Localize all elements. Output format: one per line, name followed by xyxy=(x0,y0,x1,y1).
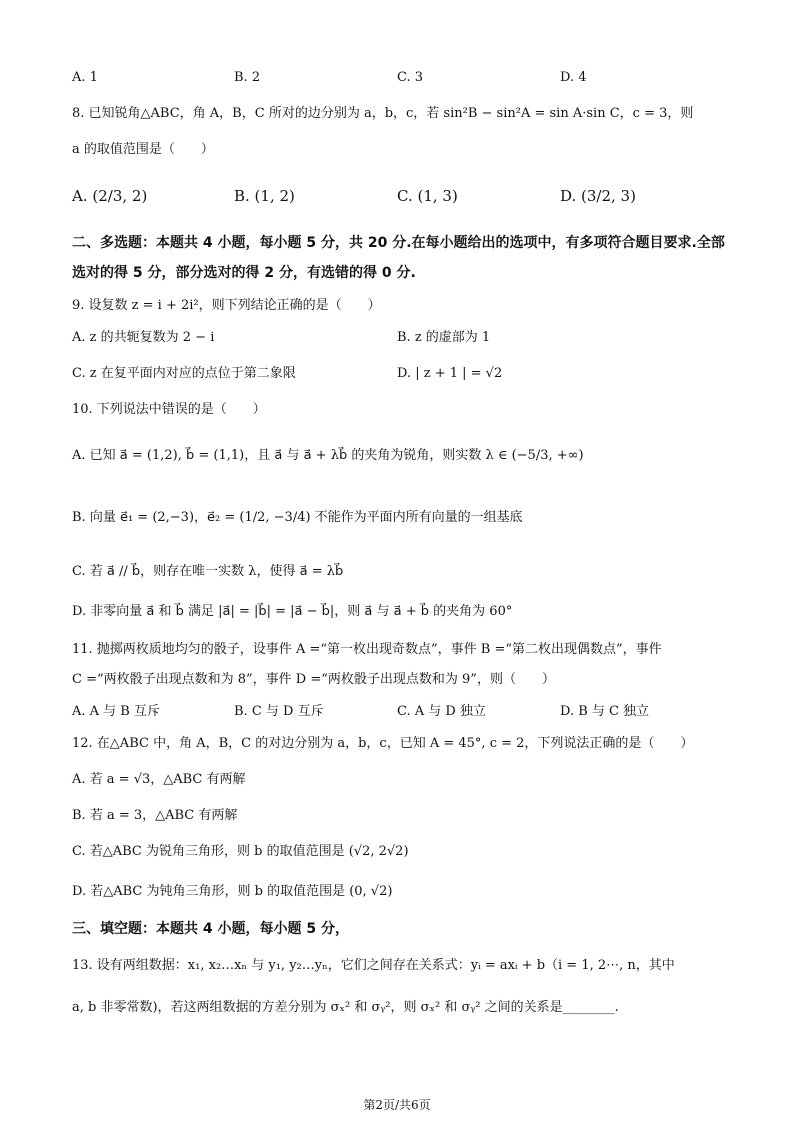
q8-stem-line2: a 的取值范围是（ ） xyxy=(72,142,214,157)
q7-option-d: D. 4 xyxy=(560,70,587,85)
q11-stem-line2: C =“两枚骰子出现点数和为 8”，事件 D =“两枚骰子出现点数和为 9”，则（ ） xyxy=(72,672,555,687)
q9-option-c: C. z 在复平面内对应的点位于第二象限 xyxy=(72,366,296,381)
q8-option-a: A. (2/3, 2) xyxy=(72,187,148,205)
q7-option-a: A. 1 xyxy=(72,70,98,85)
q9-option-a: A. z 的共轭复数为 2 − i xyxy=(72,330,215,345)
section-fill-in-heading: 三、填空题：本题共 4 小题，每小题 5 分， xyxy=(72,921,349,937)
q7-option-c: C. 3 xyxy=(397,70,424,85)
q11-stem-line1: 11. 抛掷两枚质地均匀的骰子，设事件 A =“第一枚出现奇数点”，事件 B =“第二枚出现偶数点”，事件 xyxy=(72,642,662,657)
q12-stem: 12. 在△ABC 中，角 A，B，C 的对边分别为 a，b，c，已知 A = 45°, c = 2，下列说法正确的是（ ） xyxy=(72,736,694,751)
q9-option-d: D. | z + 1 | = √2 xyxy=(397,366,503,381)
q7-option-b: B. 2 xyxy=(234,70,261,85)
q13-stem-line1: 13. 设有两组数据：x₁, x₂…xₙ 与 y₁, y₂…yₙ，它们之间存在关系式：yᵢ = axᵢ + b（i = 1, 2⋯, n，其中 xyxy=(72,958,675,973)
q12-option-d: D. 若△ABC 为钝角三角形，则 b 的取值范围是 (0, √2) xyxy=(72,884,393,899)
q10-option-b: B. 向量 e⃗₁ = (2,−3)，e⃗₂ = (1/2, −3/4) 不能作为平面内所有向量的一组基底 xyxy=(72,510,523,525)
q8-stem-line1: 8. 已知锐角△ABC，角 A，B，C 所对的边分别为 a，b，c，若 sin²B − sin²A = sin A·sin C，c = 3，则 xyxy=(72,106,694,121)
q8-option-d: D. (3/2, 3) xyxy=(560,187,636,205)
q10-option-c: C. 若 a⃗ // b⃗，则存在唯一实数 λ，使得 a⃗ = λb⃗ xyxy=(72,564,344,579)
q9-stem: 9. 设复数 z = i + 2i²，则下列结论正确的是（ ） xyxy=(72,298,381,313)
q13-stem-line2: a, b 非零常数)，若这两组数据的方差分别为 σₓ² 和 σᵧ²，则 σₓ² 和 σᵧ² 之间的关系是________. xyxy=(72,1000,619,1015)
q10-option-a: A. 已知 a⃗ = (1,2), b⃗ = (1,1)，且 a⃗ 与 a⃗ + λb⃗ 的夹角为锐角，则实数 λ ∈ (−5/3, +∞) xyxy=(72,448,584,463)
q8-option-b: B. (1, 2) xyxy=(234,187,295,205)
q12-option-b: B. 若 a = 3，△ABC 有两解 xyxy=(72,808,238,823)
section-multiple-choice-heading: 二、多选题：本题共 4 小题，每小题 5 分，共 20 分.在每小题给出的选项中，有多项符合题目要求.全部选对的得 5 分，部分选对的得 2 分，有选错的得 0 分. xyxy=(72,235,725,281)
q12-option-c: C. 若△ABC 为锐角三角形，则 b 的取值范围是 (√2, 2√2) xyxy=(72,844,409,859)
q12-option-a: A. 若 a = √3，△ABC 有两解 xyxy=(72,772,246,787)
q8-option-c: C. (1, 3) xyxy=(397,187,458,205)
q10-option-d: D. 非零向量 a⃗ 和 b⃗ 满足 |a⃗| = |b⃗| = |a⃗ − b⃗|，则 a⃗ 与 a⃗ + b⃗ 的夹角为 60° xyxy=(72,604,513,619)
page-number: 第2页/共6页 xyxy=(363,1098,431,1112)
q11-option-d: D. B 与 C 独立 xyxy=(560,704,650,719)
q11-option-a: A. A 与 B 互斥 xyxy=(72,704,160,719)
q9-option-b: B. z 的虚部为 1 xyxy=(397,330,491,345)
q10-stem: 10. 下列说法中错误的是（ ） xyxy=(72,402,266,417)
q11-option-b: B. C 与 D 互斥 xyxy=(234,704,324,719)
q11-option-c: C. A 与 D 独立 xyxy=(397,704,486,719)
